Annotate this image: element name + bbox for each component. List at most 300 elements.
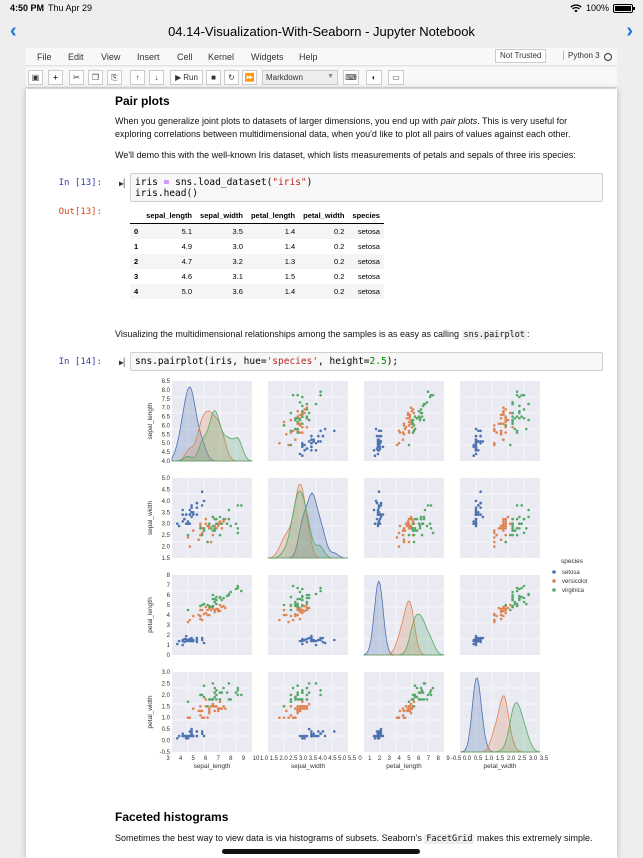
point-virginica	[222, 687, 225, 690]
point-virginica	[240, 504, 243, 507]
menu-kernel[interactable]: Kernel	[208, 52, 235, 62]
move-up-button[interactable]	[130, 70, 145, 85]
point-setosa	[382, 513, 385, 516]
point-versicolor	[509, 412, 512, 415]
point-versicolor	[283, 421, 286, 424]
table-header-petal-width: petal_width	[299, 208, 348, 224]
point-setosa	[303, 449, 306, 452]
point-virginica	[514, 417, 517, 420]
point-virginica	[420, 516, 423, 519]
point-virginica	[212, 516, 215, 519]
point-virginica	[290, 412, 293, 415]
table-cell: 4.7	[181, 257, 193, 266]
point-virginica	[523, 417, 526, 420]
point-virginica	[296, 394, 299, 397]
point-virginica	[229, 591, 232, 594]
point-virginica	[412, 431, 415, 434]
run-cell-icon[interactable]: ▶▏	[119, 179, 129, 188]
x-tick-label: 1.5	[269, 756, 278, 762]
point-virginica	[419, 417, 422, 420]
point-setosa	[377, 737, 380, 740]
p1-text-b: . This is very useful for exploring correlations between multidimensional data, when you'd like to plot all pairs of values against each other.	[115, 116, 571, 139]
code-number: 2.5	[369, 356, 387, 367]
point-versicolor	[290, 705, 293, 708]
x-tick-label: 2.5	[289, 756, 298, 762]
point-setosa	[315, 644, 318, 647]
point-virginica	[418, 410, 421, 413]
point-versicolor	[403, 710, 406, 713]
point-versicolor	[502, 414, 505, 417]
point-virginica	[511, 534, 514, 537]
point-setosa	[379, 442, 382, 445]
point-virginica	[237, 504, 240, 507]
point-setosa	[475, 511, 478, 514]
point-setosa	[299, 453, 302, 456]
point-virginica	[412, 522, 415, 525]
point-virginica	[290, 596, 293, 599]
point-virginica	[212, 525, 215, 528]
menu-view[interactable]: View	[101, 52, 121, 62]
point-setosa	[378, 506, 381, 509]
point-virginica	[525, 603, 528, 606]
point-setosa	[312, 639, 315, 642]
point-virginica	[421, 415, 424, 418]
y-tick-label: 3.0	[161, 670, 170, 676]
point-setosa	[181, 509, 184, 512]
point-virginica	[296, 691, 299, 694]
point-virginica	[511, 591, 514, 594]
point-setosa	[382, 446, 385, 449]
point-virginica	[296, 684, 299, 687]
table-cell: 0.2	[333, 242, 345, 251]
menu-file[interactable]: File	[37, 52, 52, 62]
point-setosa	[308, 728, 311, 731]
point-setosa	[479, 506, 482, 509]
point-setosa	[378, 490, 381, 493]
point-setosa	[178, 735, 181, 738]
point-versicolor	[396, 536, 399, 539]
forward-chevron-icon[interactable]: ›	[626, 20, 633, 42]
y-tick-label: 5.5	[161, 432, 170, 439]
point-versicolor	[504, 525, 507, 528]
x-tick-label: 3	[166, 756, 170, 762]
code-call: sns.load_dataset(	[175, 177, 273, 188]
point-virginica	[235, 691, 238, 694]
point-setosa	[479, 638, 482, 641]
point-setosa	[333, 430, 336, 433]
point-setosa	[203, 642, 206, 645]
point-setosa	[190, 728, 193, 731]
table-row	[130, 239, 384, 254]
point-virginica	[520, 587, 523, 590]
point-virginica	[226, 522, 229, 525]
point-versicolor	[201, 716, 204, 719]
point-virginica	[213, 527, 216, 530]
point-setosa	[378, 511, 381, 514]
paste-icon: ⎘	[111, 72, 118, 82]
run-button[interactable]	[170, 70, 203, 85]
insert-cell-button[interactable]	[48, 70, 63, 85]
point-virginica	[215, 694, 218, 697]
point-virginica	[418, 522, 421, 525]
point-versicolor	[222, 705, 225, 708]
point-setosa	[181, 520, 184, 523]
point-versicolor	[504, 534, 507, 537]
point-virginica	[215, 689, 218, 692]
point-setosa	[374, 522, 377, 525]
move-down-button[interactable]	[149, 70, 164, 85]
point-setosa	[477, 430, 480, 433]
y-tick-label: 2.0	[161, 544, 170, 551]
x-tick-label: 9	[446, 756, 450, 762]
point-virginica	[283, 604, 286, 607]
x-tick-label: 0.5	[473, 756, 483, 762]
point-virginica	[306, 408, 309, 411]
point-virginica	[213, 518, 216, 521]
point-virginica	[527, 516, 530, 519]
point-versicolor	[504, 415, 507, 418]
point-virginica	[416, 696, 419, 699]
point-versicolor	[407, 414, 410, 417]
battery-icon	[613, 4, 633, 13]
table-header-index	[130, 208, 142, 224]
point-versicolor	[500, 414, 503, 417]
menu-edit[interactable]: Edit	[68, 52, 84, 62]
play-icon: ▶	[175, 73, 182, 82]
point-versicolor	[212, 534, 215, 537]
point-virginica	[299, 698, 302, 701]
point-versicolor	[203, 613, 206, 616]
point-virginica	[416, 529, 419, 532]
point-versicolor	[301, 707, 304, 710]
point-virginica	[301, 405, 304, 408]
y-tick-label: 0.5	[161, 727, 170, 734]
point-virginica	[520, 394, 523, 397]
point-versicolor	[287, 621, 290, 624]
restart-icon: ↻	[228, 73, 235, 82]
y-tick-label: -0.5	[159, 750, 170, 756]
point-versicolor	[500, 538, 503, 541]
point-versicolor	[493, 442, 496, 445]
point-virginica	[299, 401, 302, 404]
point-virginica	[420, 408, 423, 411]
point-setosa	[196, 641, 199, 644]
point-virginica	[208, 698, 211, 701]
point-versicolor	[187, 621, 190, 624]
point-virginica	[511, 529, 514, 532]
p1-text-a: When you generalize joint plots to datasets of larger dimensions, you end up with	[115, 116, 441, 126]
menu-bar	[26, 48, 617, 66]
point-versicolor	[408, 705, 411, 708]
point-virginica	[432, 532, 435, 535]
point-virginica	[237, 687, 240, 690]
point-virginica	[413, 534, 416, 537]
y-tick-label: 3	[166, 623, 170, 629]
point-versicolor	[495, 534, 498, 537]
point-versicolor	[285, 614, 288, 617]
point-versicolor	[493, 424, 496, 427]
point-virginica	[511, 415, 514, 418]
point-virginica	[516, 390, 519, 393]
point-virginica	[511, 605, 514, 608]
point-setosa	[196, 730, 199, 733]
notebook-container	[26, 89, 617, 858]
save-button[interactable]	[28, 70, 43, 85]
table-cell: 3	[134, 272, 139, 281]
point-setosa	[181, 732, 184, 735]
point-setosa	[374, 737, 377, 740]
point-virginica	[414, 684, 417, 687]
point-versicolor	[303, 705, 306, 708]
heading-faceted-histograms: Faceted histograms	[115, 810, 229, 824]
point-setosa	[310, 435, 313, 438]
point-versicolor	[208, 707, 211, 710]
point-setosa	[203, 735, 206, 738]
point-versicolor	[219, 700, 222, 703]
point-versicolor	[500, 431, 503, 434]
table-header-sepal-width: sepal_width	[196, 208, 247, 224]
table-cell: setosa	[357, 242, 380, 251]
point-versicolor	[299, 618, 302, 621]
cut-button[interactable]	[69, 70, 84, 85]
point-setosa	[196, 637, 199, 640]
point-virginica	[296, 694, 299, 697]
point-virginica	[203, 603, 206, 606]
table-cell: setosa	[357, 287, 380, 296]
point-versicolor	[210, 541, 213, 544]
point-virginica	[212, 594, 215, 597]
point-versicolor	[498, 607, 501, 610]
y-tick-label: 8	[166, 573, 170, 579]
wifi-icon	[570, 4, 582, 13]
code-cell-13[interactable]	[119, 173, 603, 202]
point-setosa	[472, 640, 475, 643]
restart-button[interactable]	[224, 70, 239, 85]
point-versicolor	[205, 518, 208, 521]
table-cell: 3.6	[232, 287, 243, 296]
y-axis-label: petal_length	[147, 597, 154, 633]
point-versicolor	[210, 609, 213, 612]
point-versicolor	[205, 522, 208, 525]
restart-run-all-button[interactable]	[242, 70, 257, 85]
x-tick-label: 2	[377, 756, 382, 762]
point-setosa	[379, 735, 382, 738]
point-virginica	[292, 585, 295, 588]
point-setosa	[477, 440, 480, 443]
open-folder-button[interactable]	[388, 70, 404, 85]
point-setosa	[319, 639, 322, 642]
point-virginica	[413, 705, 416, 708]
table-cell: 5.0	[181, 287, 193, 296]
point-virginica	[511, 599, 514, 602]
point-setosa	[189, 735, 192, 738]
point-versicolor	[403, 422, 406, 425]
interrupt-button[interactable]	[206, 70, 221, 85]
point-virginica	[290, 694, 293, 697]
table-row	[130, 269, 384, 284]
point-versicolor	[406, 417, 409, 420]
not-trusted-badge[interactable]: Not Trusted	[495, 49, 546, 63]
y-axis-label: sepal_length	[147, 402, 154, 440]
point-setosa	[475, 518, 478, 521]
point-setosa	[183, 638, 186, 641]
point-setosa	[301, 643, 304, 646]
scissors-icon: ✂	[73, 73, 80, 82]
point-versicolor	[502, 527, 505, 530]
point-setosa	[479, 513, 482, 516]
point-versicolor	[292, 716, 295, 719]
menu-help[interactable]: Help	[299, 52, 318, 62]
point-setosa	[310, 442, 313, 445]
menu-cell[interactable]: Cell	[177, 52, 193, 62]
point-virginica	[525, 428, 528, 431]
point-virginica	[221, 522, 224, 525]
point-virginica	[301, 422, 304, 425]
point-virginica	[413, 541, 416, 544]
point-setosa	[308, 440, 311, 443]
point-versicolor	[301, 431, 304, 434]
point-setosa	[176, 737, 179, 740]
point-virginica	[315, 403, 318, 406]
point-versicolor	[498, 422, 501, 425]
point-versicolor	[199, 609, 202, 612]
point-versicolor	[407, 522, 410, 525]
point-virginica	[296, 431, 299, 434]
point-virginica	[296, 587, 299, 590]
point-versicolor	[283, 609, 286, 612]
point-virginica	[294, 696, 297, 699]
point-setosa	[322, 641, 325, 644]
back-chevron-icon[interactable]: ‹	[10, 20, 17, 42]
point-versicolor	[504, 612, 507, 615]
point-virginica	[408, 534, 411, 537]
y-tick-label: 2.5	[161, 681, 170, 688]
fast-forward-icon: ⏩	[244, 73, 255, 82]
point-versicolor	[402, 714, 405, 717]
point-setosa	[312, 438, 315, 441]
code-cell-14[interactable]	[119, 352, 603, 371]
pairplot-panel	[364, 478, 444, 558]
point-setosa	[196, 502, 199, 505]
point-setosa	[301, 446, 304, 449]
point-versicolor	[411, 410, 414, 413]
point-versicolor	[212, 705, 215, 708]
point-setosa	[376, 518, 379, 521]
table-row	[130, 284, 384, 299]
point-virginica	[319, 394, 322, 397]
point-virginica	[527, 509, 530, 512]
point-setosa	[322, 730, 325, 733]
point-setosa	[475, 509, 478, 512]
home-indicator	[222, 849, 420, 854]
point-setosa	[192, 640, 195, 643]
point-versicolor	[197, 538, 200, 541]
point-versicolor	[201, 619, 204, 622]
table-row	[130, 254, 384, 269]
point-virginica	[226, 691, 229, 694]
command-palette-button[interactable]	[343, 70, 359, 85]
status-right	[570, 3, 633, 13]
point-setosa	[201, 730, 204, 733]
cell-type-select[interactable]	[262, 70, 338, 85]
point-virginica	[523, 532, 526, 535]
point-setosa	[315, 735, 318, 738]
point-setosa	[479, 430, 482, 433]
y-tick-label: 4	[166, 613, 170, 619]
table-cell: 0.2	[333, 272, 345, 281]
x-tick-label: 2.0	[279, 756, 288, 762]
point-virginica	[527, 403, 530, 406]
point-virginica	[221, 599, 224, 602]
point-versicolor	[404, 529, 407, 532]
point-versicolor	[301, 700, 304, 703]
point-versicolor	[502, 520, 505, 523]
y-tick-label: 4.0	[161, 498, 170, 505]
point-setosa	[379, 518, 382, 521]
point-versicolor	[408, 431, 411, 434]
point-versicolor	[221, 707, 224, 710]
y-tick-label: 6	[166, 593, 170, 599]
table-cell: 0.2	[333, 287, 345, 296]
point-virginica	[306, 694, 309, 697]
table-header-row	[130, 208, 384, 224]
point-versicolor	[306, 426, 309, 429]
paste-button[interactable]	[107, 70, 122, 85]
point-virginica	[308, 682, 311, 685]
x-tick-label: 3.0	[298, 756, 308, 762]
point-setosa	[312, 732, 315, 735]
point-setosa	[192, 735, 195, 738]
menu-widgets[interactable]: Widgets	[251, 52, 284, 62]
kernel-name: Python 3	[563, 51, 600, 60]
point-virginica	[518, 598, 521, 601]
point-setosa	[377, 525, 380, 528]
point-virginica	[416, 518, 419, 521]
y-tick-label: 1.5	[161, 556, 170, 562]
point-virginica	[219, 691, 222, 694]
y-tick-label: 7	[166, 583, 170, 589]
point-virginica	[296, 598, 299, 601]
point-setosa	[376, 435, 379, 438]
point-versicolor	[301, 705, 304, 708]
point-virginica	[213, 687, 216, 690]
point-virginica	[511, 422, 514, 425]
point-setosa	[176, 643, 179, 646]
point-versicolor	[408, 518, 411, 521]
point-setosa	[303, 737, 306, 740]
point-setosa	[373, 509, 376, 512]
table-cell: 3.2	[232, 257, 243, 266]
point-setosa	[475, 638, 478, 641]
run-cell-icon[interactable]: ▶▏	[119, 358, 129, 367]
point-setosa	[310, 735, 313, 738]
point-setosa	[306, 447, 309, 450]
point-virginica	[308, 412, 311, 415]
point-versicolor	[199, 525, 202, 528]
point-virginica	[228, 594, 231, 597]
table-cell: 1.5	[284, 272, 296, 281]
menu-insert[interactable]: Insert	[137, 52, 160, 62]
point-setosa	[475, 438, 478, 441]
point-setosa	[475, 435, 478, 438]
copy-button[interactable]	[88, 70, 103, 85]
table-cell: 4.6	[181, 272, 193, 281]
point-versicolor	[509, 604, 512, 607]
point-virginica	[421, 689, 424, 692]
point-versicolor	[498, 527, 501, 530]
nbextension-button[interactable]	[366, 70, 382, 85]
point-virginica	[516, 590, 519, 593]
